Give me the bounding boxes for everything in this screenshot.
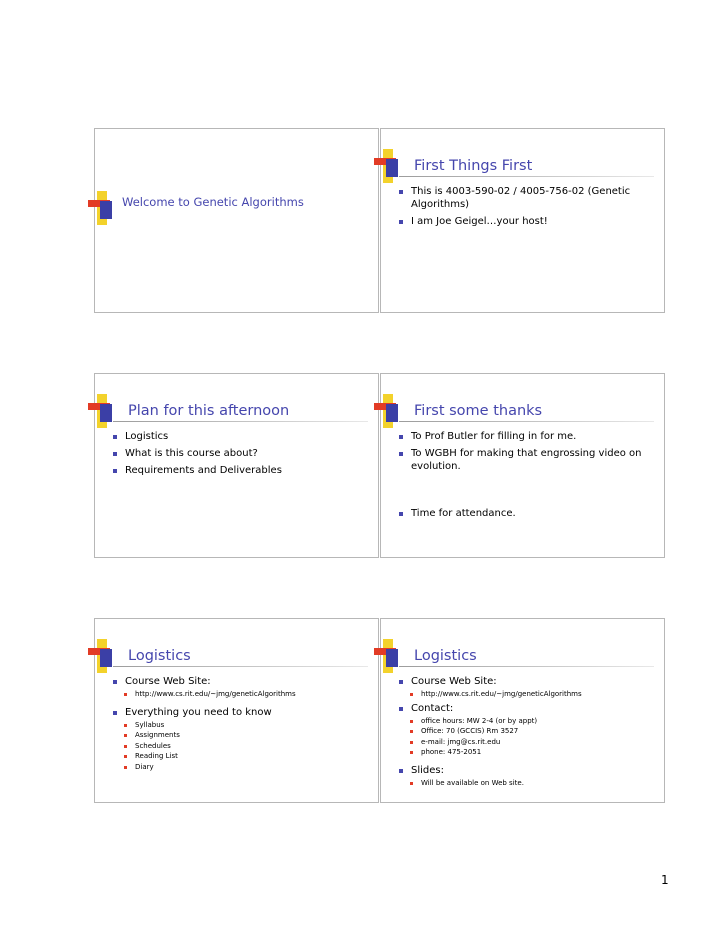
slide-title: First Things First <box>414 158 533 174</box>
slide-2 <box>380 128 665 313</box>
slide-title: Logistics <box>414 648 477 664</box>
sub-bullet-item: phone: 475-2051 <box>399 747 652 758</box>
bullet-list <box>113 430 366 481</box>
slide-6 <box>380 618 665 803</box>
sub-bullet-item: Syllabus <box>113 720 366 731</box>
bullet-item: Everything you need to know <box>113 706 366 719</box>
slide-decoration-icon <box>374 149 408 189</box>
title-divider <box>113 666 368 667</box>
bullet-item: Slides: <box>399 764 652 777</box>
title-divider <box>399 421 654 422</box>
slide-decoration-icon <box>374 639 408 679</box>
sub-bullet-item: e-mail: jmg@cs.rit.edu <box>399 737 652 748</box>
bullet-list <box>399 430 652 524</box>
slide-title: First some thanks <box>414 403 543 419</box>
bullet-item: Contact: <box>399 702 652 715</box>
sub-bullet-item: office hours: MW 2-4 (or by appt) <box>399 716 652 727</box>
slide-4 <box>380 373 665 558</box>
title-divider <box>399 176 654 177</box>
bullet-item: This is 4003-590-02 / 4005-756-02 (Genetic Algorithms) <box>399 185 652 211</box>
page-number: 1 <box>661 873 669 887</box>
bullet-list <box>113 675 366 773</box>
slide-decoration-icon <box>88 639 122 679</box>
slide-title: Welcome to Genetic Algorithms <box>122 195 304 209</box>
bullet-item: Time for attendance. <box>399 507 652 520</box>
slide-decoration-icon <box>374 394 408 434</box>
slide-5 <box>94 618 379 803</box>
sub-bullet-item: Office: 70 (GCCIS) Rm 3527 <box>399 726 652 737</box>
sub-bullet-item: Diary <box>113 762 366 773</box>
bullet-item: Logistics <box>113 430 366 443</box>
bullet-item: Course Web Site: <box>399 675 652 688</box>
bullet-list <box>399 185 652 232</box>
slide-title: Logistics <box>128 648 191 664</box>
slide-1 <box>94 128 379 313</box>
title-divider <box>399 666 654 667</box>
sub-bullet-item: Assignments <box>113 730 366 741</box>
bullet-list <box>399 675 652 789</box>
slide-3 <box>94 373 379 558</box>
sub-bullet-item: http://www.cs.rit.edu/~jmg/geneticAlgorithms <box>113 689 366 700</box>
bullet-item: I am Joe Geigel…your host! <box>399 215 652 228</box>
bullet-item: What is this course about? <box>113 447 366 460</box>
bullet-item: Requirements and Deliverables <box>113 464 366 477</box>
sub-bullet-item: Schedules <box>113 741 366 752</box>
title-divider <box>113 421 368 422</box>
bullet-item: Course Web Site: <box>113 675 366 688</box>
bullet-item: To Prof Butler for filling in for me. <box>399 430 652 443</box>
sub-bullet-item: http://www.cs.rit.edu/~jmg/geneticAlgorithms <box>399 689 652 700</box>
sub-bullet-item: Will be available on Web site. <box>399 778 652 789</box>
sub-bullet-item: Reading List <box>113 751 366 762</box>
slide-title: Plan for this afternoon <box>128 403 290 419</box>
slide-decoration-icon <box>88 394 122 434</box>
bullet-item: To WGBH for making that engrossing video on evolution. <box>399 447 652 473</box>
slide-decoration-icon <box>88 191 122 231</box>
